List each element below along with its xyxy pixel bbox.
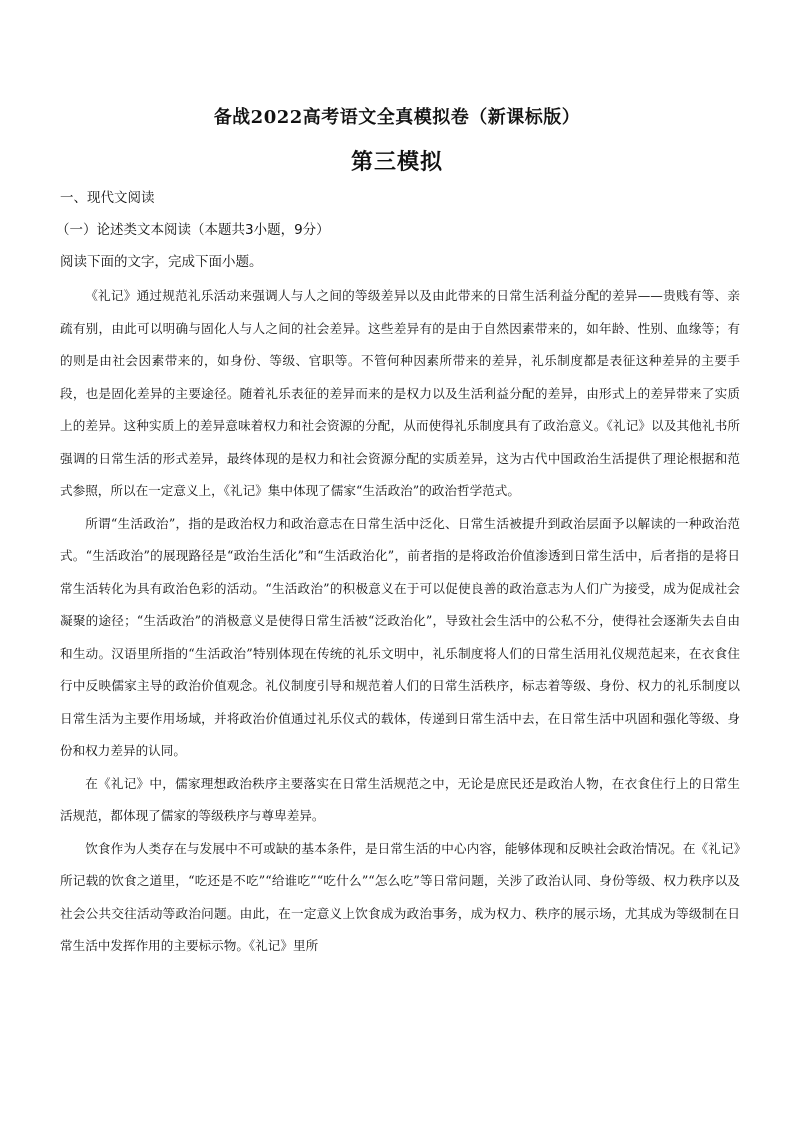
passage-body	[60, 280, 740, 963]
subsection-heading: （一）论述类文本阅读（本题共3小题，9分）	[56, 222, 330, 238]
passage-paragraph-4: 饮食作为人类存在与发展中不可或缺的基本条件，是日常生活的中心内容，能够体现和反映社会政治情况。在《礼记》所记载的饮食之道里，“吃还是不吃”“给谁吃”“吃什么”“怎么吃”等日常问题，关涉了政治认同、身份等级、权力秩序以及社会公共交往活动等政治问题。由此，在一定意义上饮食成为政治事务，成为权力、秩序的展示场，尤其成为等级制在日常生活中发挥作用的主要标示物。《礼记》里所	[60, 840, 740, 953]
reading-instruction: 阅读下面的文字，完成下面小题。	[60, 254, 263, 270]
exam-title: 备战2022高考语文全真模拟卷（新课标版）	[213, 107, 581, 128]
section-heading: 一、现代文阅读	[60, 190, 155, 206]
exam-subtitle: 第三模拟	[350, 150, 443, 175]
passage-paragraph-2: 所谓“生活政治”，指的是政治权力和政治意志在日常生活中泛化、日常生活被提升到政治层面予以解读的一种政治范式。“生活政治”的展现路径是“政治生活化”和“生活政治化”，前者指的是将政治价值渗透到日常生活中，后者指的是将日常生活转化为具有政治色彩的活动。“生活政治”的积极意义在于可以促使良善的政治意志为人们广为接受，成为促成社会凝聚的途径；“生活政治”的消极意义是使得日常生活被“泛政治化”，导致社会生活中的公私不分，使得社会逐渐失去自由和生动。汉语里所指的“生活政治”特别体现在传统的礼乐文明中，礼乐制度将人们的日常生活用礼仪规范起来，在衣食住行中反映儒家主导的政治价值观念。礼仪制度引导和规范着人们的日常生活秩序，标志着等级、身份、权力的礼乐制度以日常生活为主要作用场域，并将政治价值通过礼乐仪式的载体，传递到日常生活中去，在日常生活中巩固和强化等级、身份和权力差异的认同。	[60, 515, 740, 758]
passage-paragraph-1: 《礼记》通过规范礼乐活动来强调人与人之间的等级差异以及由此带来的日常生活利益分配的差异——贵贱有等、亲疏有别，由此可以明确与固化人与人之间的社会差异。这些差异有的是由于自然因素带来的，如年龄、性别、血缘等；有的则是由社会因素带来的，如身份、等级、官职等。不管何种因素所带来的差异，礼乐制度都是表征这种差异的主要手段，也是固化差异的主要途径。随着礼乐表征的差异而来的是权力以及生活利益分配的差异，由形式上的差异带来了实质上的差异。这种实质上的差异意味着权力和社会资源的分配，从而使得礼乐制度具有了政治意义。《礼记》以及其他礼书所强调的日常生活的形式差异，最终体现的是权力和社会资源分配的实质差异，这为古代中国政治生活提供了理论根据和范式参照，所以在一定意义上，《礼记》集中体现了儒家“生活政治”的政治哲学范式。	[60, 288, 740, 498]
passage-paragraph-3: 在《礼记》中，儒家理想政治秩序主要落实在日常生活规范之中，无论是庶民还是政治人物，在衣食住行上的日常生活规范，都体现了儒家的等级秩序与尊卑差异。	[60, 775, 740, 823]
